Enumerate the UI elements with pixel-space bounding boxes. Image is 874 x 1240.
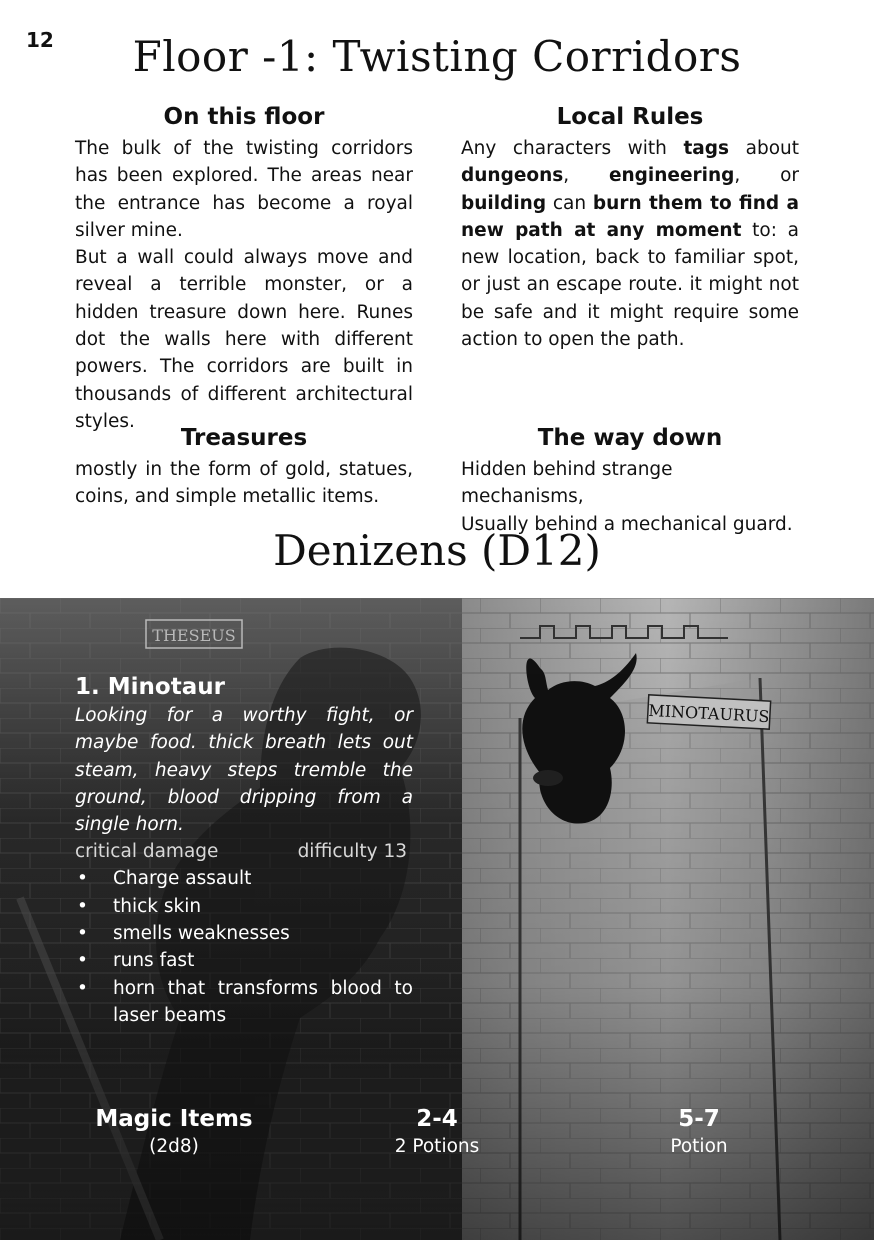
- local-rules-bold: engineering: [608, 165, 735, 187]
- page-number: 12: [26, 28, 54, 52]
- on-this-floor-body: [75, 135, 413, 435]
- denizens-title: Denizens (D12): [273, 526, 601, 575]
- treasures-body: mostly in the form of gold, statues, coins, and simple metallic items.: [75, 459, 413, 508]
- treasures-section: [75, 424, 413, 511]
- local-rules-text: , or: [734, 165, 800, 187]
- footer-heading: 2-4: [416, 1106, 458, 1132]
- footer-sub: Potion: [670, 1136, 728, 1157]
- local-rules-section: [461, 103, 799, 353]
- monster-difficulty: difficulty 13: [297, 841, 407, 863]
- way-down-section: [461, 424, 799, 538]
- local-rules-text: ,: [563, 165, 609, 187]
- monster-trait: • runs fast: [75, 947, 413, 974]
- footer-sub: 2 Potions: [394, 1136, 480, 1157]
- local-rules-text: to: a new location, back to familiar spot, or just an escape route. it might not be safe and it might require some action to open the path.: [461, 219, 799, 351]
- monster-traits: [75, 865, 413, 1029]
- footer-range-5-7: [589, 1104, 809, 1160]
- treasures-heading: Treasures: [180, 425, 308, 451]
- local-rules-body: [461, 135, 799, 353]
- monster-stats: [75, 838, 413, 865]
- footer-sub: (2d8): [149, 1136, 199, 1157]
- footer-heading: Magic Items: [95, 1106, 253, 1132]
- footer-magic-items: [64, 1104, 284, 1160]
- local-rules-bold: burn them to find a new path at any moment: [461, 192, 799, 241]
- local-rules-bold: building: [461, 192, 547, 214]
- footer-range-2-4: [327, 1104, 547, 1160]
- local-rules-text: Any characters with: [461, 138, 684, 159]
- monster-name: 1. Minotaur: [75, 674, 225, 700]
- on-this-floor-paragraph-2: But a wall could always move and reveal a terrible monster, or a hidden treasure down here. Runes dot the walls here with different powers. The corridors are built in thousands of different architectural styles.: [75, 247, 413, 432]
- page-title: Floor -1: Twisting Corridors: [132, 32, 742, 81]
- minotaur-illustration: [0, 598, 874, 1240]
- local-rules-text: can: [546, 192, 593, 214]
- on-this-floor-heading: On this floor: [163, 104, 325, 130]
- monster-trait: • Charge assault: [75, 865, 413, 892]
- monster-description: Looking for a worthy fight, or maybe food. thick breath lets out steam, heavy steps tremble the ground, blood dripping from a single horn.: [75, 705, 413, 836]
- way-down-heading: The way down: [537, 425, 723, 451]
- monster-trait: • thick skin: [75, 893, 413, 920]
- monster-entry: [75, 672, 413, 1029]
- monster-trait: • smells weaknesses: [75, 920, 413, 947]
- way-down-line-2: Usually behind a mechanical guard.: [461, 513, 793, 535]
- monster-trait: • horn that transforms blood to laser beams: [75, 975, 413, 1030]
- local-rules-heading: Local Rules: [556, 104, 704, 130]
- on-this-floor-section: [75, 103, 413, 435]
- monster-damage: critical damage: [75, 841, 219, 863]
- on-this-floor-paragraph-1: The bulk of the twisting corridors has been explored. The areas near the entrance has become a royal silver mine.: [75, 138, 413, 241]
- footer-heading: 5-7: [678, 1106, 720, 1132]
- way-down-line-1: Hidden behind strange mechanisms,: [461, 459, 673, 508]
- local-rules-bold: dungeons: [461, 165, 564, 187]
- local-rules-bold: tags: [683, 138, 730, 159]
- local-rules-text: about: [729, 138, 799, 159]
